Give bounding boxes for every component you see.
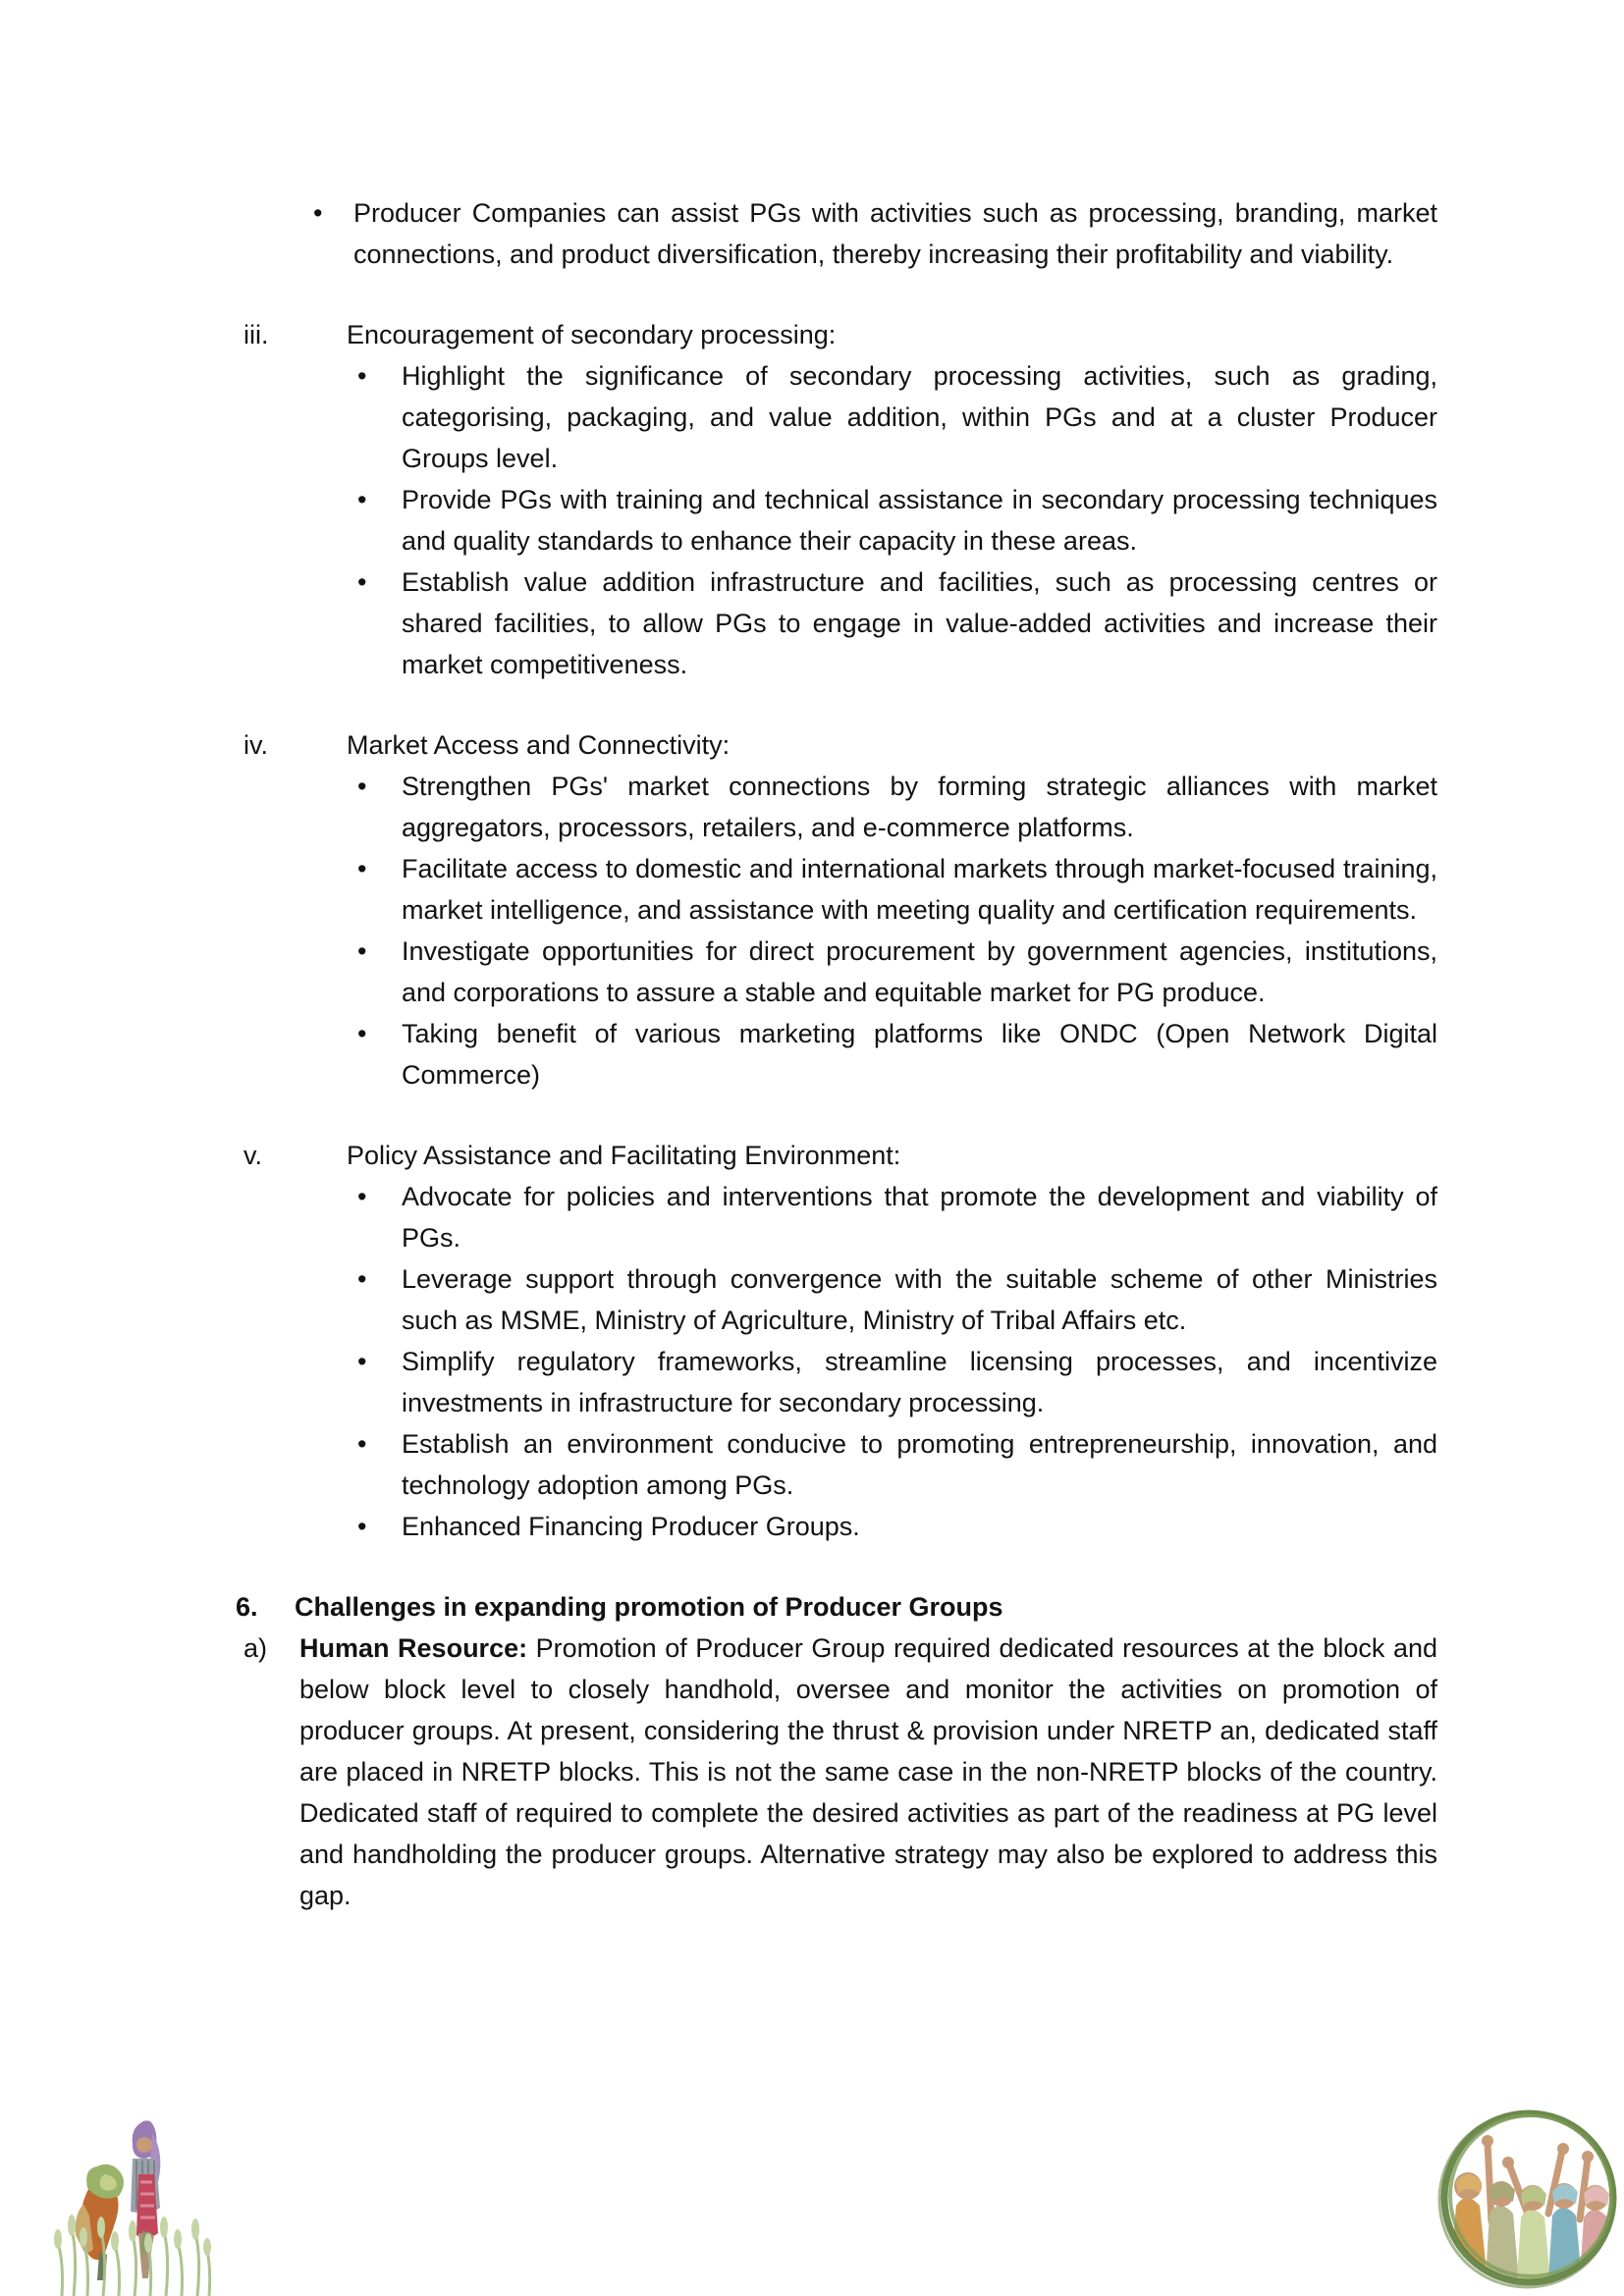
list-item bbox=[357, 479, 1437, 561]
numbered-heading-6 bbox=[236, 1586, 1437, 1628]
list-item-text: Establish value addition infrastructure and facilities, such as processing centres or shared facilities, to allow PGs to engage in value-added activities and increase their market competitiveness. bbox=[402, 567, 1437, 679]
list-item bbox=[357, 848, 1437, 931]
list-item-text: Establish an environment conducive to promoting entrepreneurship, innovation, and technology adoption among PGs. bbox=[402, 1429, 1437, 1500]
bullet-icon: • bbox=[357, 1429, 367, 1459]
bullet-icon: • bbox=[357, 1512, 367, 1541]
field-women-photo bbox=[54, 2106, 213, 2296]
list-item-text: Taking benefit of various marketing platforms like ONDC (Open Network Digital Commerce) bbox=[402, 1019, 1437, 1090]
section-title: Market Access and Connectivity: bbox=[347, 730, 731, 760]
bullet-icon: • bbox=[313, 198, 323, 228]
section-heading-iii bbox=[244, 314, 1437, 355]
list-item bbox=[357, 1423, 1437, 1506]
bullet-icon: • bbox=[357, 772, 367, 801]
bullet-icon: • bbox=[357, 1019, 367, 1048]
list-item-text: Advocate for policies and interventions that promote the development and viability of PGs. bbox=[402, 1182, 1437, 1253]
list-item-text: Highlight the significance of secondary processing activities, such as grading, categorising, packaging, and value addition, within PGs and at a cluster Producer Groups level. bbox=[402, 361, 1437, 473]
heading-number: 6. bbox=[236, 1592, 258, 1622]
section-heading-iv bbox=[244, 724, 1437, 766]
section-title: Encouragement of secondary processing: bbox=[347, 320, 837, 349]
list-item-text: Investigate opportunities for direct procurement by government agencies, institutions, and corporations to assure a stable and equitable market for PG produce. bbox=[402, 936, 1437, 1007]
list-item bbox=[357, 1506, 1437, 1547]
bullet-icon: • bbox=[357, 485, 367, 514]
list-item-text: Leverage support through convergence with the suitable scheme of other Ministries such as MSME, Ministry of Agriculture, Ministry of Tribal Affairs etc. bbox=[402, 1264, 1437, 1335]
section-number: iii. bbox=[244, 320, 269, 349]
item-label: Human Resource: bbox=[299, 1633, 528, 1663]
list-item-text: Facilitate access to domestic and international markets through market-focused training, market intelligence, and assistance with meeting quality and certification requirements. bbox=[402, 854, 1437, 925]
women-circle-logo bbox=[1433, 2104, 1624, 2292]
list-item bbox=[357, 355, 1437, 479]
list-item-text: Provide PGs with training and technical assistance in secondary processing techniques and quality standards to enhance their capacity in these areas. bbox=[402, 485, 1437, 556]
bullet-icon: • bbox=[357, 1347, 367, 1376]
list-item bbox=[313, 192, 1437, 275]
list-item bbox=[357, 1258, 1437, 1341]
list-item bbox=[357, 561, 1437, 685]
section-heading-v bbox=[244, 1135, 1437, 1176]
list-item bbox=[357, 1013, 1437, 1095]
bullet-icon: • bbox=[357, 1182, 367, 1211]
challenge-item-a bbox=[244, 1628, 1437, 1916]
bullet-icon: • bbox=[357, 361, 367, 391]
item-text: Promotion of Producer Group required dedicated resources at the block and below block level to closely handhold, oversee and monitor the activities on promotion of producer groups. At present, considering the thrust & provision under NRETP an, dedicated staff are placed in NRETP blocks. This is not the same case in the non-NRETP blocks of the country. Dedicated staff of required to complete the desired activities as part of the readiness at PG level and handholding the producer groups. Alternative strategy may also be explored to address this gap. bbox=[299, 1633, 1437, 1910]
bullet-icon: • bbox=[357, 1264, 367, 1294]
list-item-text: Producer Companies can assist PGs with activities such as processing, branding, market connections, and product diversification, thereby increasing their profitability and viability. bbox=[353, 198, 1437, 269]
section-number: iv. bbox=[244, 730, 268, 760]
list-item bbox=[357, 766, 1437, 848]
list-item-text: Strengthen PGs' market connections by forming strategic alliances with market aggregators, processors, retailers, and e-commerce platforms. bbox=[402, 772, 1437, 842]
list-item bbox=[357, 1341, 1437, 1423]
bullet-icon: • bbox=[357, 567, 367, 597]
item-letter: a) bbox=[244, 1633, 268, 1663]
list-item bbox=[357, 1176, 1437, 1258]
list-item-text: Simplify regulatory frameworks, streamline licensing processes, and incentivize investments in infrastructure for secondary processing. bbox=[402, 1347, 1437, 1417]
bullet-icon: • bbox=[357, 854, 367, 883]
bullet-icon: • bbox=[357, 936, 367, 966]
list-item-text: Enhanced Financing Producer Groups. bbox=[402, 1512, 860, 1541]
heading-text: Challenges in expanding promotion of Producer Groups bbox=[295, 1592, 1003, 1622]
section-title: Policy Assistance and Facilitating Environment: bbox=[347, 1141, 901, 1170]
list-item bbox=[357, 931, 1437, 1013]
section-number: v. bbox=[244, 1141, 262, 1170]
